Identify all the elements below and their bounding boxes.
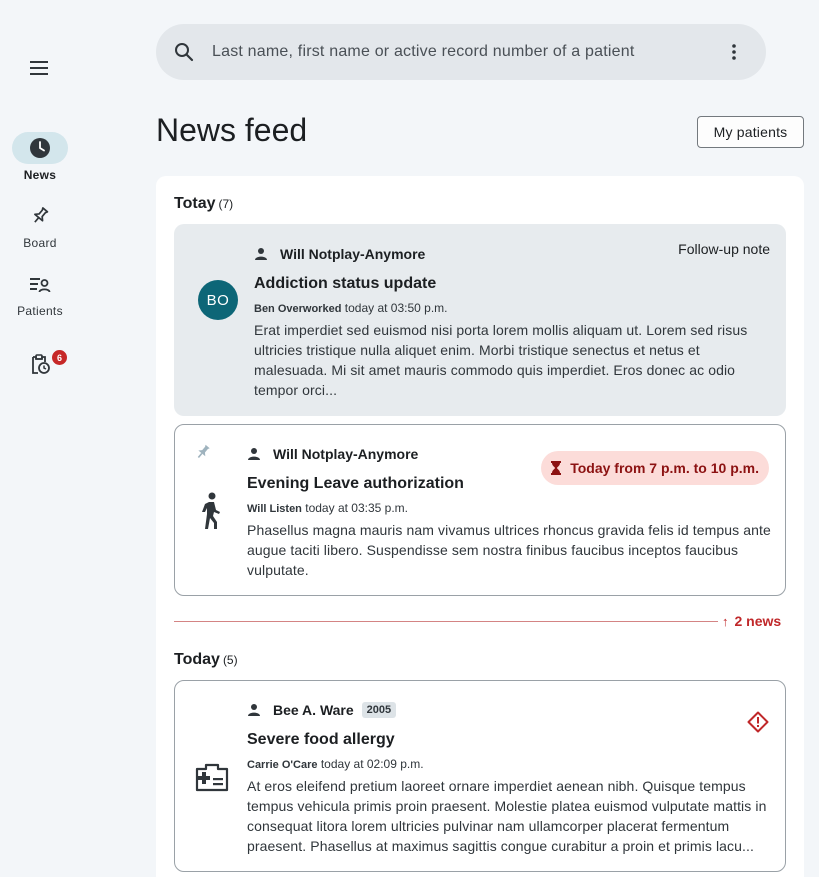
- patient-row[interactable]: [247, 446, 418, 462]
- warning-diamond-icon: [747, 711, 769, 733]
- walking-person-icon: [197, 491, 225, 531]
- leave-time-chip: [541, 451, 769, 485]
- news-feed-panel: [156, 176, 804, 877]
- card-meta: [254, 301, 448, 315]
- nav-label-news: News: [23, 168, 57, 182]
- group-count: (5): [222, 653, 238, 667]
- arrow-up-icon: ↑: [722, 613, 729, 629]
- patient-row[interactable]: [247, 702, 396, 718]
- pin-icon[interactable]: [193, 442, 213, 462]
- my-patients-button[interactable]: My patients: [697, 116, 804, 148]
- nav-item-board[interactable]: [0, 200, 80, 250]
- new-news-count: 2 news: [734, 613, 782, 629]
- card-title: Evening Leave authorization: [247, 475, 464, 492]
- timestamp: today at 03:50 p.m.: [344, 301, 448, 315]
- nav-label-patients: Patients: [17, 304, 63, 318]
- person-icon: [254, 246, 270, 262]
- search-icon[interactable]: [172, 40, 196, 64]
- nav-item-tasks[interactable]: [0, 348, 80, 380]
- group-label: Today: [174, 651, 220, 668]
- note-type-label: Follow-up note: [678, 241, 770, 257]
- patient-list-icon: [29, 274, 51, 294]
- person-icon: [247, 446, 263, 462]
- search-input[interactable]: [212, 43, 718, 61]
- nav-item-patients[interactable]: [0, 268, 80, 318]
- pin-icon: [30, 206, 50, 226]
- group-label: Totay: [174, 195, 216, 212]
- card-body: Phasellus magna mauris nam vivamus ultrices rhoncus gravida felis id tempus ante augue taciti libero. Suspendisse sem nostra finibus faucibus inceptos faucibus vulputate.: [247, 522, 771, 578]
- menu-button[interactable]: [22, 50, 58, 86]
- card-body: Erat imperdiet sed euismod nisi porta lorem mollis aliquam ut. Lorem sed risus ultricies tristique nulla aliquet enim. Morbi tristique senectus et netus et malesuada. Mi sit amet mauris commodo quis imperdiet. Eros donec ac odio tempor orci...: [254, 322, 748, 398]
- card-title: Addiction status update: [254, 275, 437, 292]
- person-icon: [247, 702, 263, 718]
- new-news-link[interactable]: [722, 613, 781, 629]
- nav-label-board: Board: [23, 236, 57, 250]
- news-card[interactable]: [174, 424, 786, 596]
- hamburger-icon: [30, 61, 50, 75]
- notification-badge: 6: [52, 350, 67, 365]
- page-title: News feed: [156, 112, 308, 148]
- patient-row[interactable]: [254, 246, 425, 262]
- medical-id-icon: [193, 757, 231, 795]
- author-name: Will Listen: [247, 503, 302, 515]
- more-options-button[interactable]: [718, 36, 750, 68]
- author-name: Ben Overworked: [254, 303, 342, 315]
- card-meta: [247, 757, 424, 771]
- new-items-divider: [174, 621, 718, 622]
- card-title: Severe food allergy: [247, 731, 395, 748]
- news-card[interactable]: [174, 680, 786, 872]
- patient-name: Bee A. Ware: [273, 702, 354, 718]
- author-name: Carrie O'Care: [247, 759, 318, 771]
- clock-icon: [30, 138, 50, 158]
- leave-time-text: Today from 7 p.m. to 10 p.m.: [570, 460, 759, 476]
- patient-search-bar: [156, 24, 766, 80]
- news-card[interactable]: [174, 224, 786, 416]
- clipboard-clock-icon: [29, 353, 51, 375]
- card-meta: [247, 501, 408, 515]
- group-count: (7): [218, 197, 234, 211]
- navigation-rail: [0, 0, 80, 877]
- avatar: BO: [198, 280, 238, 320]
- patient-name: Will Notplay-Anymore: [273, 446, 419, 462]
- timestamp: today at 03:35 p.m.: [305, 501, 408, 515]
- card-body: At eros eleifend pretium laoreet ornare imperdiet aenean nibh. Quisque tempus tempus vehicula primis proin praesent. Molestie platea euismod vulputate mattis in consequat litora lorem ultricies pulvinar nam ullamcorper placerat fermentum praesent. Phasellus at maximus sagittis congue curabitur a proin et primis lacu...: [247, 778, 767, 854]
- timestamp: today at 02:09 p.m.: [320, 757, 424, 771]
- more-vert-icon: [732, 44, 736, 60]
- group-header: [174, 195, 233, 213]
- patient-name: Will Notplay-Anymore: [280, 246, 426, 262]
- hourglass-icon: [551, 461, 563, 475]
- patient-year-badge: 2005: [362, 702, 396, 718]
- group-header: [174, 651, 238, 669]
- nav-item-news[interactable]: [0, 132, 80, 182]
